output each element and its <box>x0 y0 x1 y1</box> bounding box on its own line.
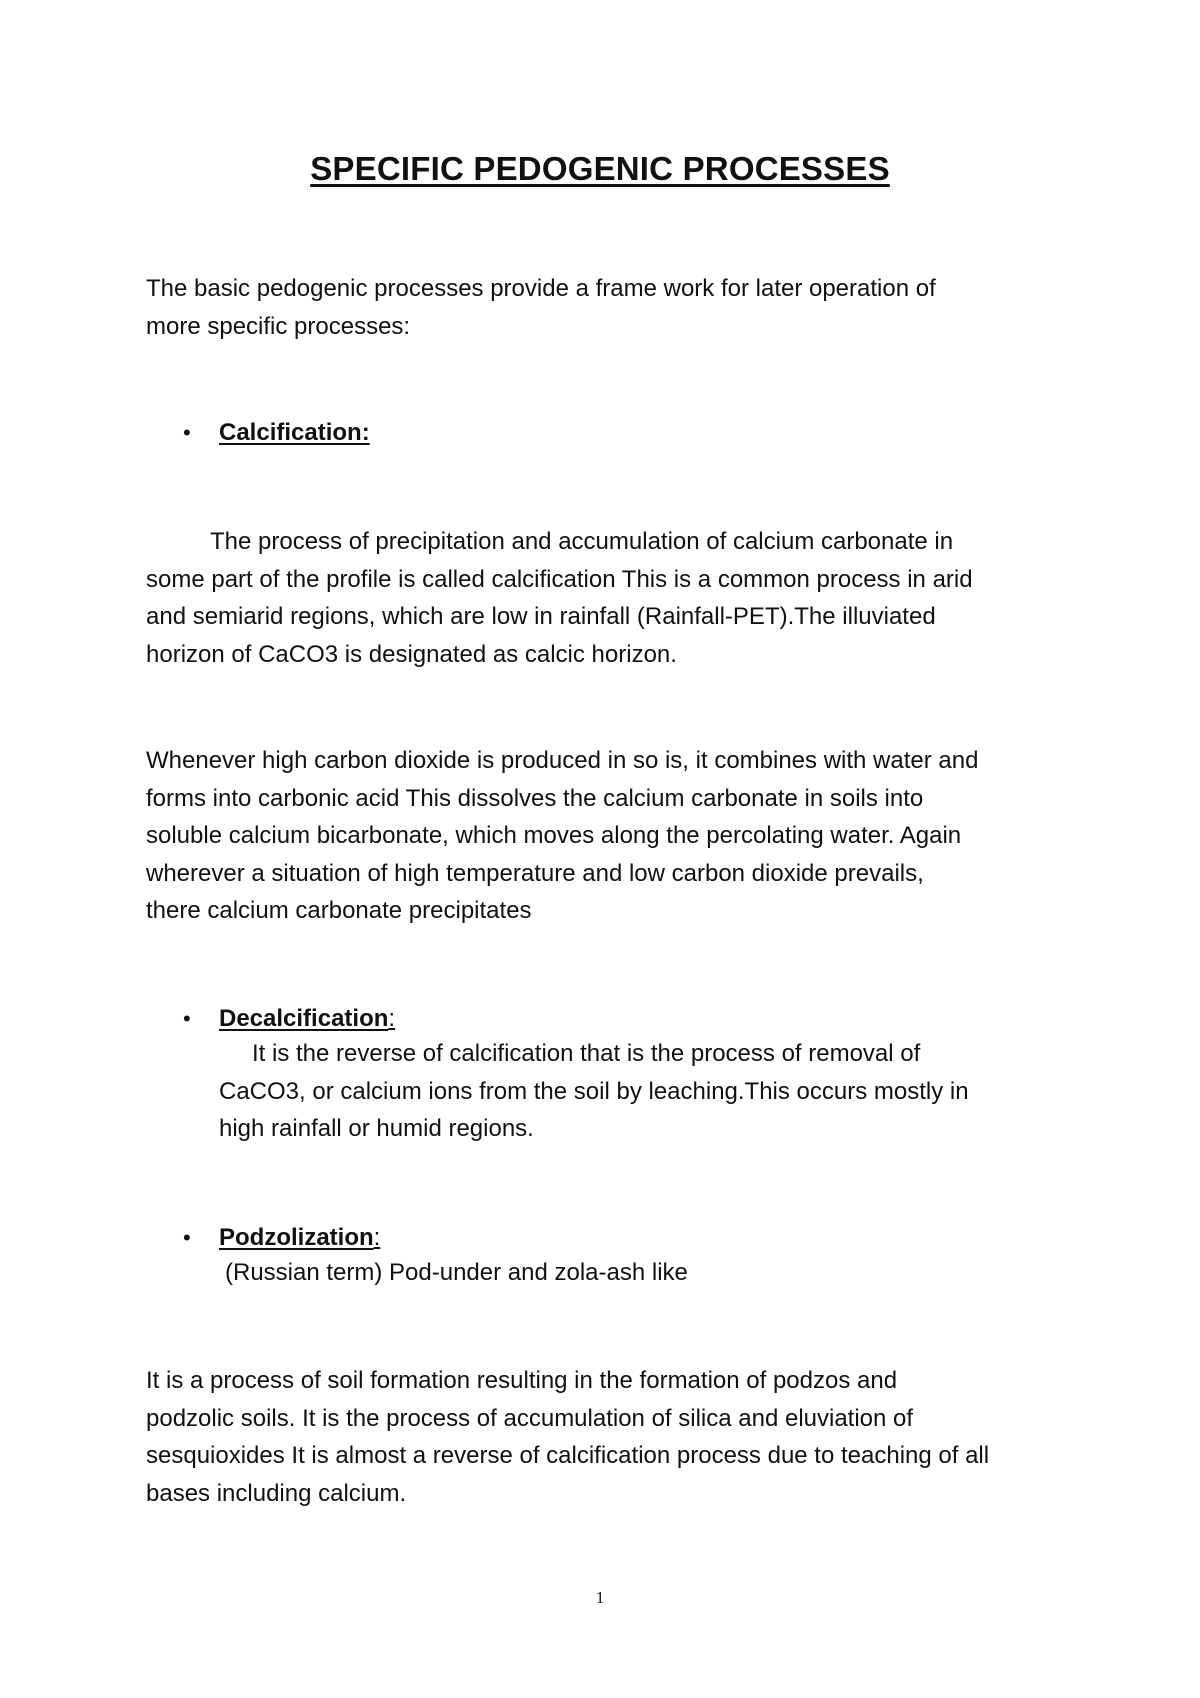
podzolization-heading-row <box>219 1223 380 1253</box>
paragraph-line: and semiarid regions, which are low in rainfall (Rainfall-PET).The illuviated <box>146 603 936 630</box>
paragraph-line: Whenever high carbon dioxide is produced in so is, it combines with water and <box>146 747 979 774</box>
paragraph-line: high rainfall or humid regions. <box>219 1115 534 1142</box>
decalcification-heading-row <box>219 1004 395 1034</box>
bullet-icon: • <box>183 420 191 445</box>
calcification-detail-paragraph <box>146 742 978 930</box>
calcification-heading: Calcification: <box>219 419 370 446</box>
paragraph-line: CaCO3, or calcium ions from the soil by leaching.This occurs mostly in <box>219 1077 969 1105</box>
heading-colon: : <box>373 1224 381 1251</box>
decalcification-paragraph <box>219 1035 969 1148</box>
paragraph-line: soluble calcium bicarbonate, which moves along the percolating water. Again <box>146 822 962 849</box>
paragraph-line: podzolic soils. It is the process of accumulation of silica and eluviation of <box>146 1404 914 1432</box>
bullet-icon: • <box>183 1006 191 1031</box>
calcification-paragraph <box>146 523 973 673</box>
bullet-icon: • <box>183 1225 191 1250</box>
paragraph-line: bases including calcium. <box>146 1479 407 1507</box>
podzolization-subtitle: (Russian term) Pod-under and zola-ash like <box>225 1259 688 1286</box>
page-number: 1 <box>595 1588 605 1607</box>
intro-line: The basic pedogenic processes provide a frame work for later operation of <box>146 275 936 302</box>
document-title: SPECIFIC PEDOGENIC PROCESSES <box>310 150 890 187</box>
intro-line: more specific processes: <box>146 312 411 340</box>
paragraph-line: sesquioxides It is almost a reverse of calcification process due to teaching of all <box>146 1442 990 1469</box>
paragraph-line: It is a process of soil formation resulting in the formation of podzos and <box>146 1367 898 1394</box>
podzolization-paragraph <box>146 1362 989 1512</box>
decalcification-heading: Decalcification <box>219 1005 389 1032</box>
paragraph-line: there calcium carbonate precipitates <box>146 897 532 924</box>
paragraph-line: horizon of CaCO3 is designated as calcic horizon. <box>146 640 677 668</box>
paragraph-line: The process of precipitation and accumulation of calcium carbonate in <box>210 528 954 555</box>
paragraph-line: some part of the profile is called calcification This is a common process in arid <box>146 565 973 593</box>
paragraph-line: wherever a situation of high temperature and low carbon dioxide prevails, <box>146 859 924 887</box>
paragraph-line: forms into carbonic acid This dissolves the calcium carbonate in soils into <box>146 784 924 812</box>
paragraph-line: It is the reverse of calcification that is the process of removal of <box>252 1040 921 1067</box>
podzolization-heading: Podzolization <box>219 1224 374 1251</box>
heading-colon: : <box>388 1005 396 1032</box>
intro-paragraph <box>146 270 936 345</box>
